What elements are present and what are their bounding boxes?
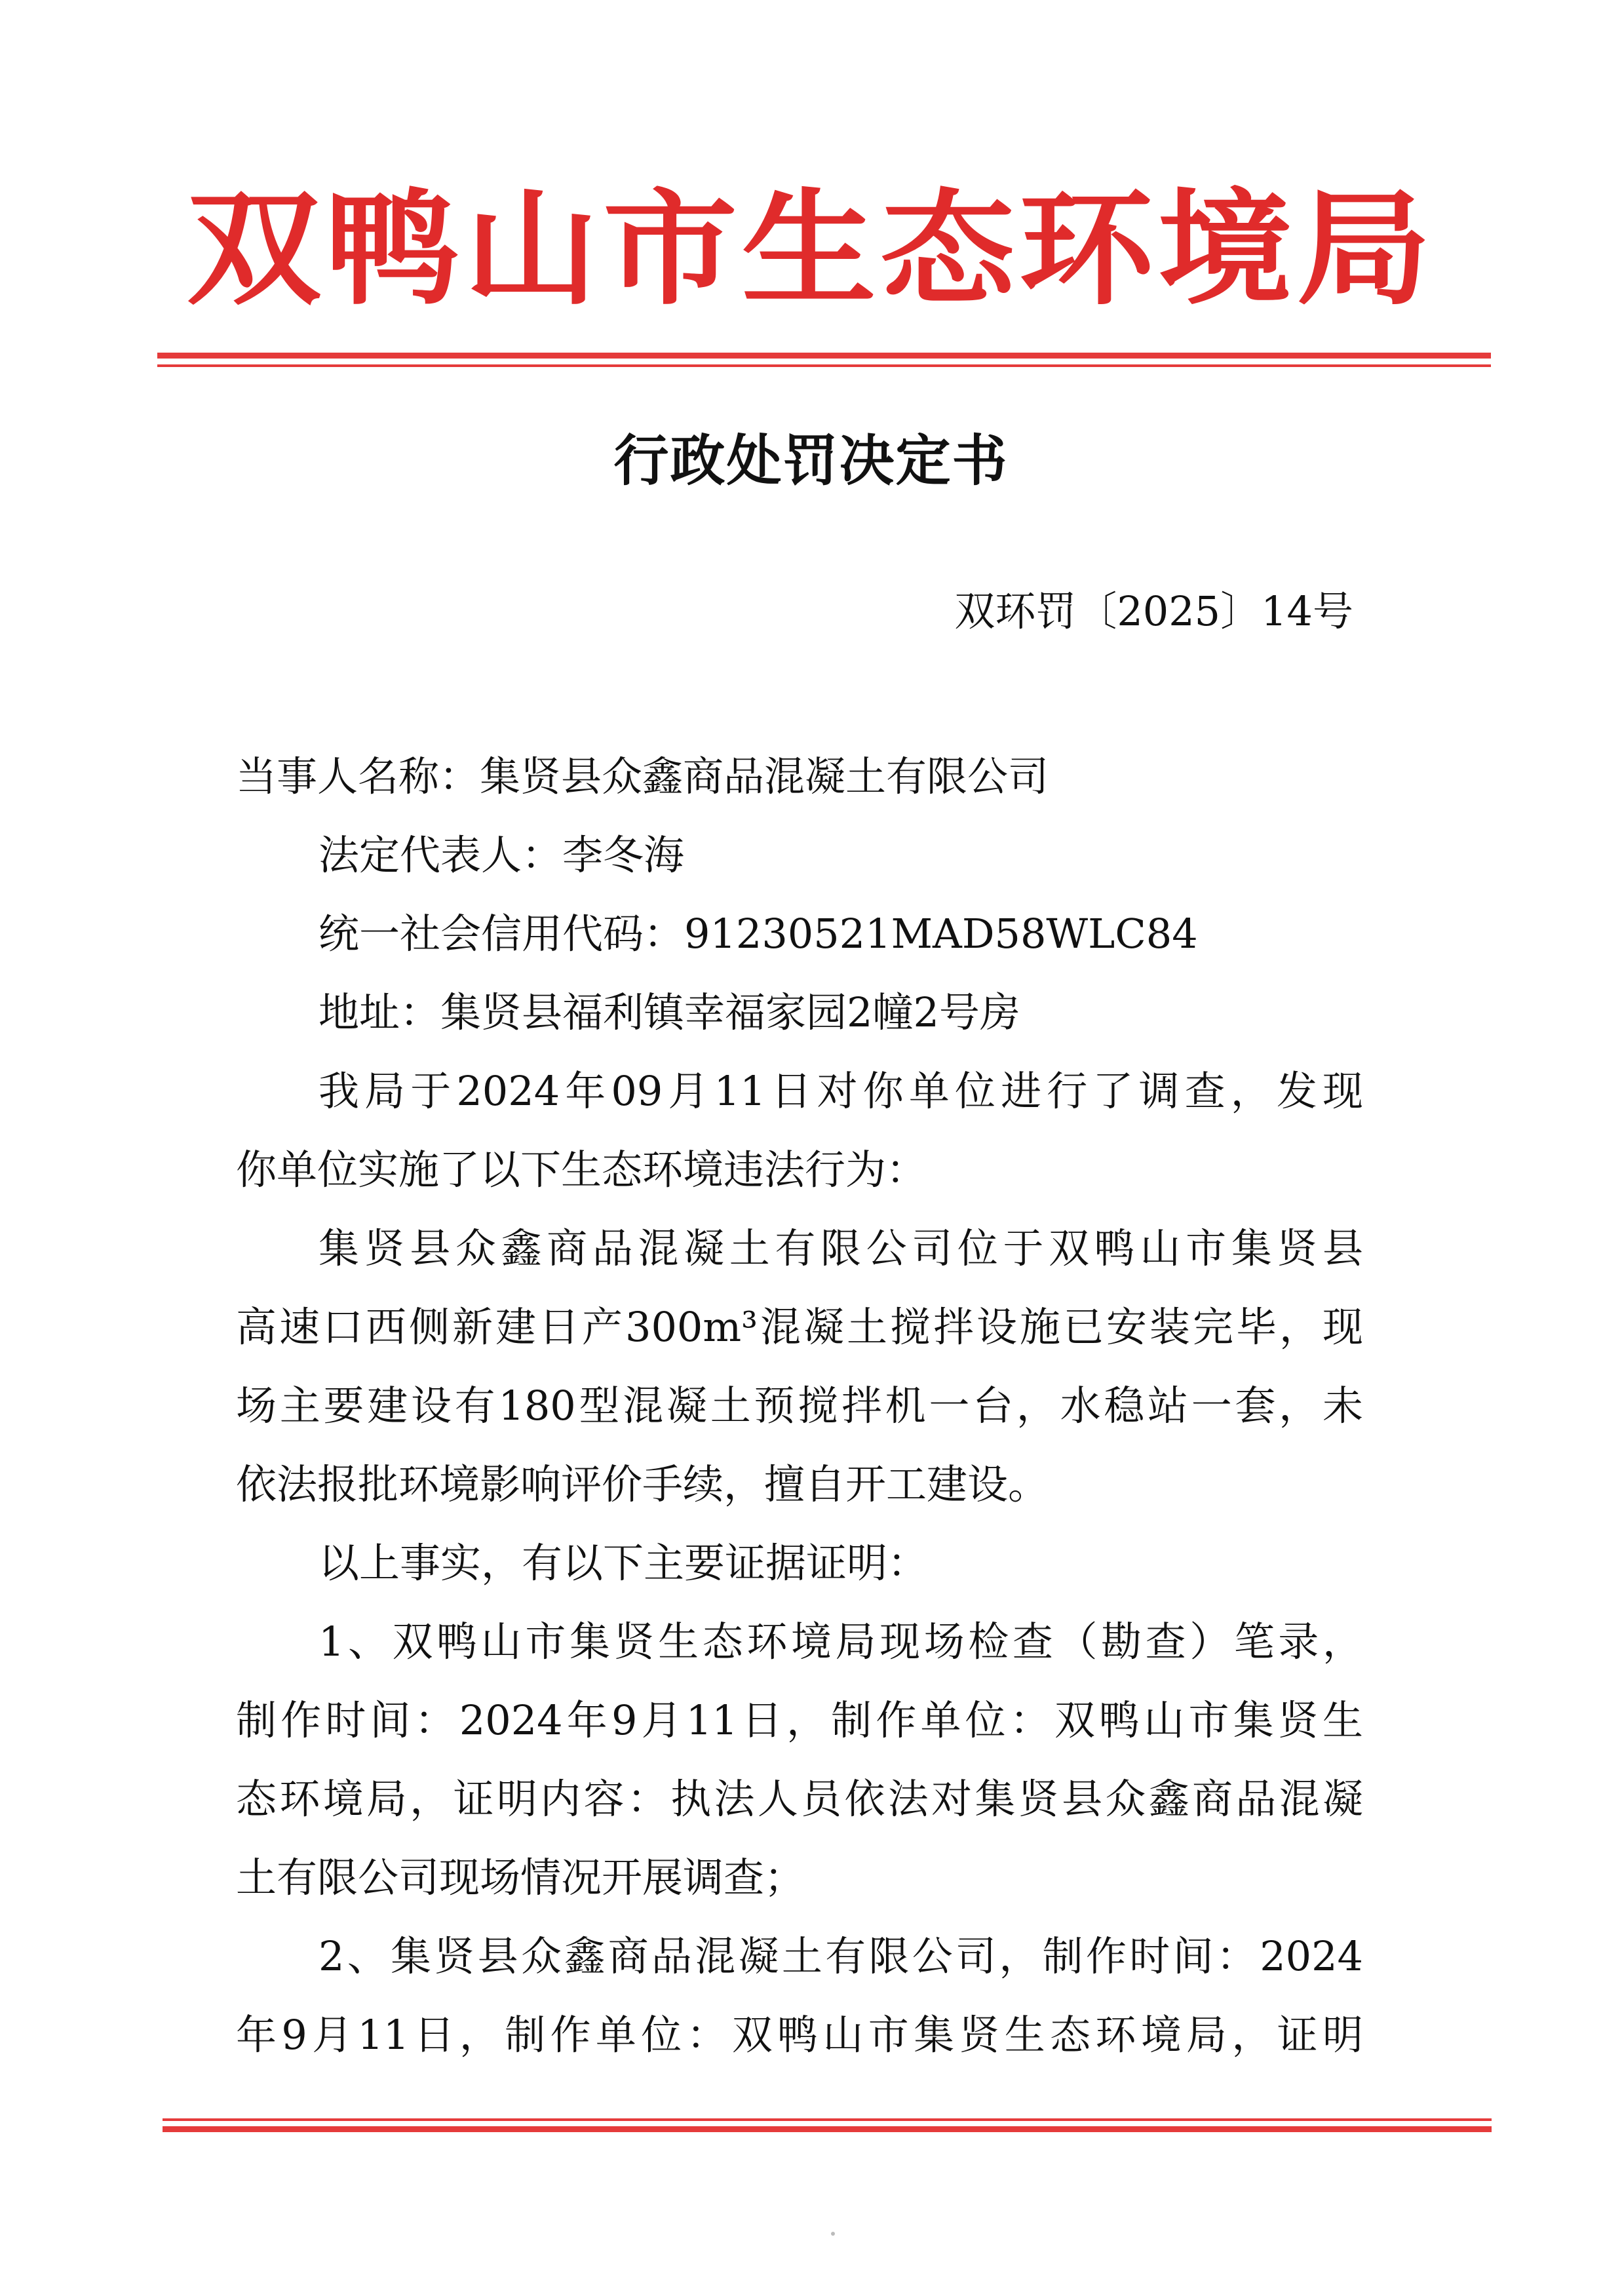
body-line: 场主要建设有180型混凝土预搅拌机一台，水稳站一套，未 <box>236 1382 1363 1430</box>
body-line: 年9月11日，制作单位：双鸭山市集贤生态环境局，证明 <box>236 2011 1363 2059</box>
body-line: 1、双鸭山市集贤生态环境局现场检查（勘查）笔录， <box>319 1618 1363 1665</box>
party-name: 当事人名称：集贤县众鑫商品混凝土有限公司 <box>236 752 1049 800</box>
body-line: 以上事实，有以下主要证据证明： <box>319 1539 929 1587</box>
header-rule-thick <box>157 353 1491 359</box>
body-line: 2、集贤县众鑫商品混凝土有限公司，制作时间：2024 <box>319 1932 1363 1980</box>
header-rule-thin <box>157 364 1491 367</box>
page-marker-dot <box>831 2232 835 2236</box>
legal-representative: 法定代表人：李冬海 <box>319 831 685 879</box>
document-body <box>236 737 1363 2074</box>
agency-header-title: 双鸭山市生态环境局 <box>186 176 1436 322</box>
credit-code: 统一社会信用代码：91230521MAD58WLC84 <box>319 910 1198 958</box>
document-title: 行政处罚决定书 <box>613 428 1009 493</box>
party-address: 地址：集贤县福利镇幸福家园2幢2号房 <box>319 988 1020 1036</box>
body-line: 我局于2024年09月11日对你单位进行了调查，发现 <box>319 1067 1363 1115</box>
body-line: 依法报批环境影响评价手续，擅自开工建设。 <box>236 1460 1049 1508</box>
body-line: 制作时间：2024年9月11日，制作单位：双鸭山市集贤生 <box>236 1696 1363 1744</box>
body-line: 你单位实施了以下生态环境违法行为： <box>236 1146 927 1194</box>
body-line: 高速口西侧新建日产300m³混凝土搅拌设施已安装完毕，现 <box>236 1303 1363 1351</box>
document-number: 双环罚〔2025〕14号 <box>954 587 1353 635</box>
footer-rule-thin <box>163 2118 1492 2121</box>
footer-rule-thick <box>163 2126 1492 2132</box>
body-line: 土有限公司现场情况开展调查； <box>236 1854 805 1901</box>
body-line: 集贤县众鑫商品混凝土有限公司位于双鸭山市集贤县 <box>319 1224 1363 1272</box>
body-line: 态环境局，证明内容：执法人员依法对集贤县众鑫商品混凝 <box>236 1775 1363 1823</box>
